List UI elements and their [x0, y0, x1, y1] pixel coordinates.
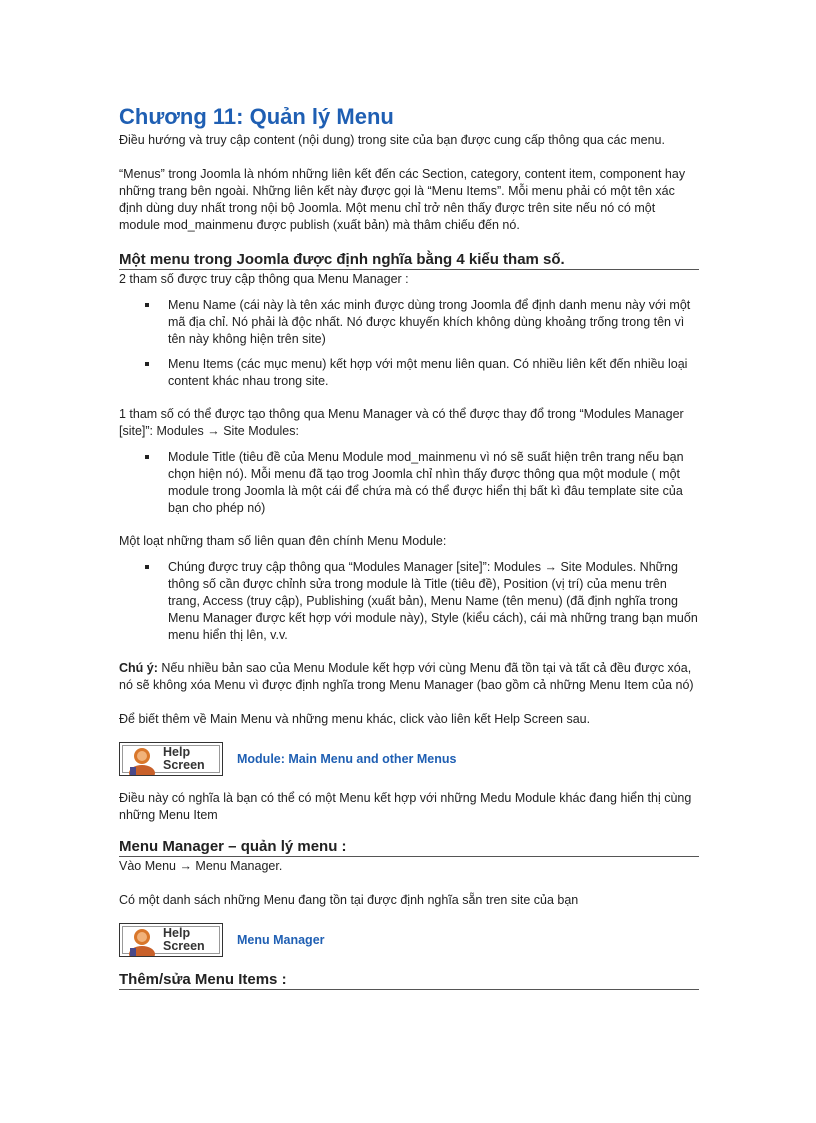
note-paragraph	[119, 660, 699, 694]
module-param-paragraph: 1 tham số có thể được tạo thông qua Menu Manager và có thể được thay đổ trong “Modules Manager [site]”: Modules → Site Modules:	[119, 407, 684, 438]
help-link-main-menu[interactable]: Module: Main Menu and other Menus	[237, 751, 457, 766]
list-item: Menu Name (cái này là tên xác minh được dùng trong Joomla để định danh menu này với một mã địa chỉ. Nó phải là độc nhất. Nó được khuyến khích không dùng khoảng trống trong tên vì tên này không hiện trên site)	[119, 297, 699, 348]
menu-manager-line1: Vào Menu → Menu Manager.	[119, 859, 283, 873]
document-page	[119, 104, 699, 991]
help-row-main-menu	[119, 742, 699, 776]
note-text: Nếu nhiều bản sao của Menu Module kết hợp với cùng Menu đã tồn tại và tất cả đều được xóa, nó sẽ không xóa Menu vì được định nghĩa trong Menu Manager (bao gồm cả những Menu Item của nó)	[119, 661, 694, 692]
intro-paragraph: Điều hướng và truy cập content (nội dung) trong site của bạn được cung cấp thông qua các menu.	[119, 133, 665, 147]
note-label: Chú ý:	[119, 661, 158, 675]
section-heading-menu-items: Thêm/sửa Menu Items :	[119, 971, 699, 990]
after-help-paragraph: Điều này có nghĩa là bạn có thể có một Menu kết hợp với những Medu Module khác đang hiển thị cùng những Menu Item	[119, 791, 692, 822]
menus-paragraph: “Menus” trong Joomla là nhóm những liên kết đến các Section, category, content item, component hay những trang bên ngoài. Những liên kết này được gọi là “Menu Items”. Mỗi menu phải có một tên xác định dùng duy nhất trong nội bộ Joomla. Một menu chỉ trở nên thấy được trên site nếu nó có một module mod_mainmenu được publish (xuất bản) mà thâm chiếu đến nó.	[119, 167, 686, 232]
help-badge-line1: Help	[163, 745, 191, 759]
list-item: Menu Items (các mục menu) kết hợp với một menu liên quan. Có nhiều liên kết đến nhiều loại content khác nhau trong site.	[119, 356, 699, 390]
page-title: Chương 11: Quản lý Menu	[119, 104, 394, 129]
list-item: Module Title (tiêu đề của Menu Module mod_mainmenu vì nó sẽ suất hiện trên trang nếu bạn chọn hiện nó). Mỗi menu đã tạo trog Joomla chỉ nhìn thấy được thông qua một module ( một module trong Joomla là một cái để chứa mà có thể được hiển thị bất kì đâu template site của bạn cho phép nó)	[119, 449, 699, 517]
help-link-menu-manager[interactable]: Menu Manager	[237, 932, 325, 947]
parameters-list	[119, 297, 699, 390]
section-heading-menu-manager: Menu Manager – quản lý menu :	[119, 838, 699, 857]
section-heading-parameters: Một menu trong Joomla được định nghĩa bằng 4 kiểu tham số.	[119, 251, 699, 270]
module-param-list	[119, 449, 699, 517]
help-badge-line2: Screen	[163, 939, 205, 953]
parameters-lead: 2 tham số được truy cập thông qua Menu Manager :	[119, 272, 409, 286]
help-person-icon	[124, 745, 160, 775]
help-screen-button[interactable]	[119, 923, 223, 957]
help-screen-button[interactable]	[119, 742, 223, 776]
help-badge-line2: Screen	[163, 758, 205, 772]
help-person-icon	[124, 926, 160, 956]
menu-manager-line2: Có một danh sách những Menu đang tồn tại được định nghĩa sẵn tren site của bạn	[119, 893, 579, 907]
list-item: Chúng được truy cập thông qua “Modules Manager [site]”: Modules → Site Modules. Những thông số cần được chỉnh sửa trong module là Title (tiêu đề), Position (vị trí) của menu trên trang, Access (truy cập), Publishing (xuất bản), Menu Name (tên menu) (đã định nghĩa trong Menu Manager được kết hợp với module này), Style (kiểu cách), cái mà những trang bạn muốn menu hiển thị lên, v.v.	[119, 559, 699, 644]
help-intro-paragraph: Để biết thêm về Main Menu và những menu khác, click vào liên kết Help Screen sau.	[119, 712, 591, 726]
help-row-menu-manager	[119, 923, 699, 957]
module-related-list	[119, 559, 699, 644]
help-badge-line1: Help	[163, 926, 191, 940]
module-related-paragraph: Một loạt những tham số liên quan đên chính Menu Module:	[119, 534, 447, 548]
